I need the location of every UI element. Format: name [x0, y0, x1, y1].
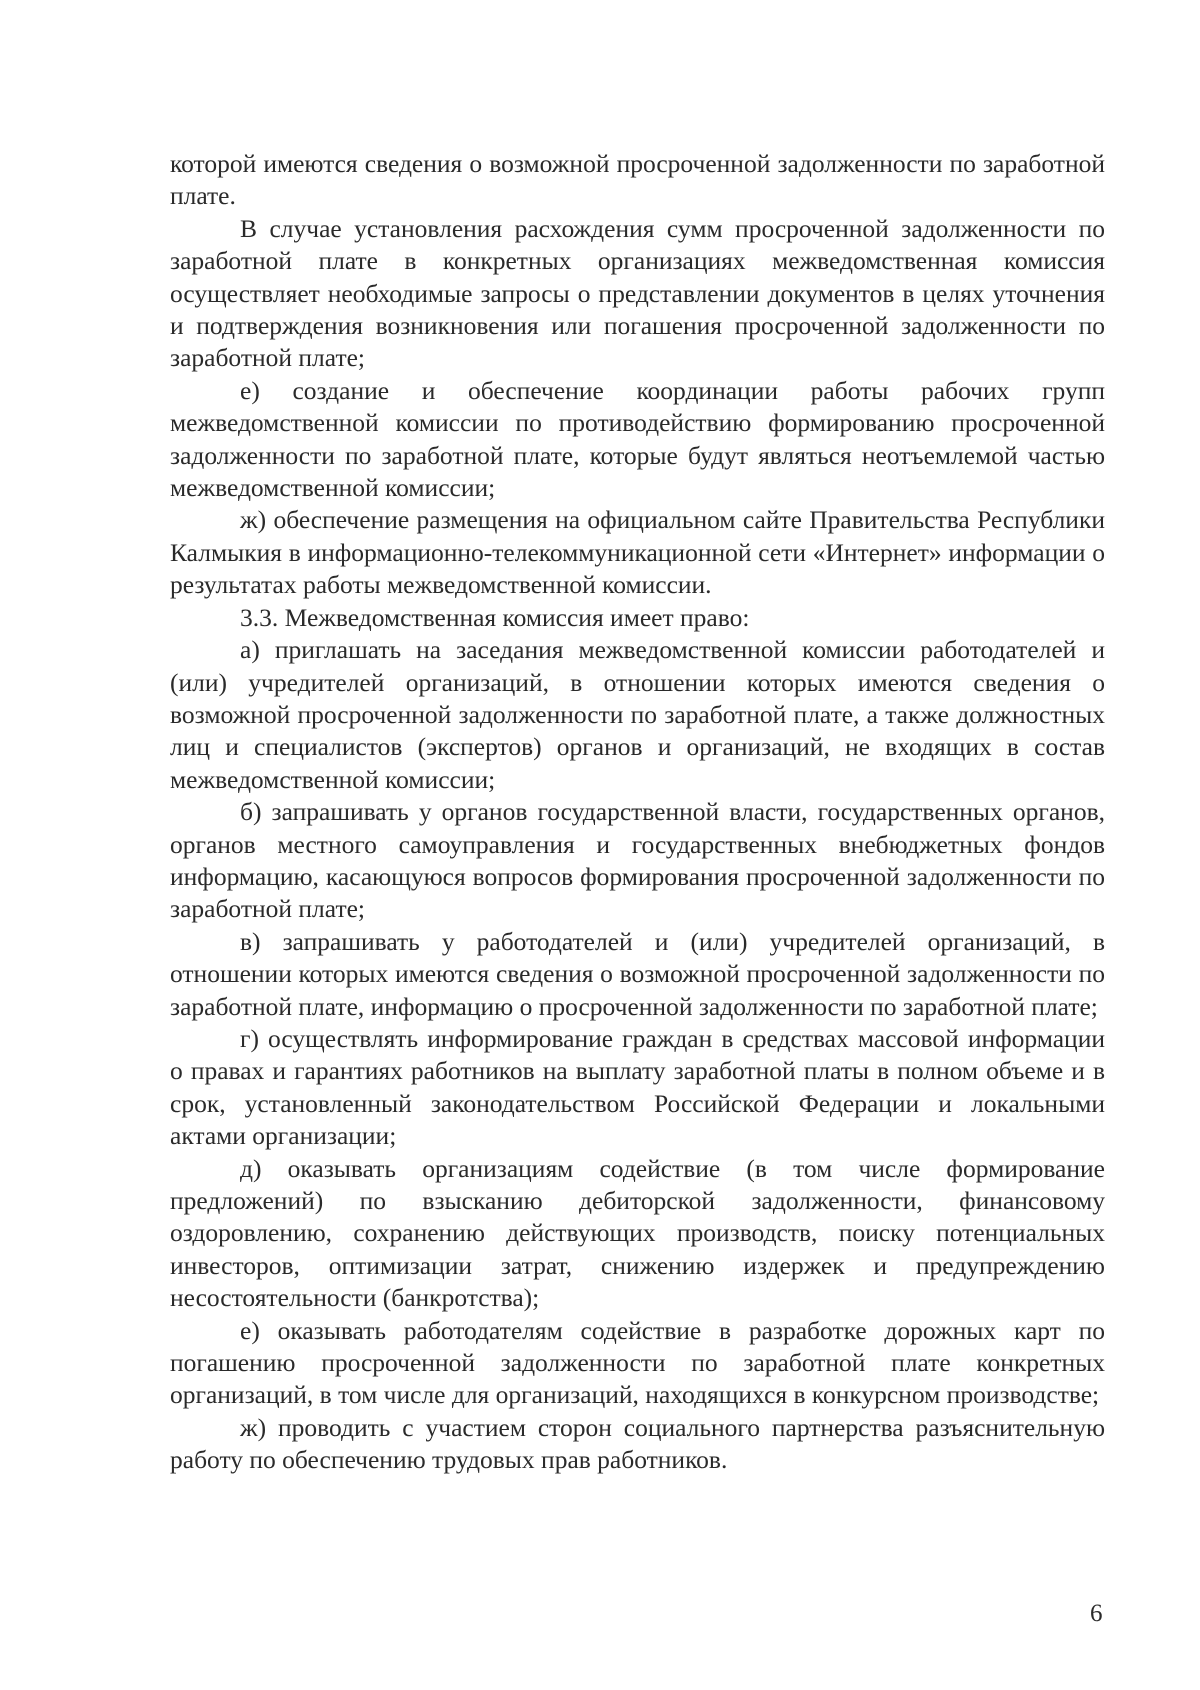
paragraph-item-a-invite: а) приглашать на заседания межведомственной комиссии работодателей и (или) учредителей организаций, в отношении которых имеются сведения о возможной просроченной задолженности по заработной плате, а также должностных лиц и специалистов (экспертов) органов и организаций, не входящих в состав межведомственной комиссии;: [170, 635, 1105, 794]
paragraph-item-zh-website: ж) обеспечение размещения на официальном сайте Правительства Республики Калмыкия в информационно-телекоммуникационной сети «Интернет» информации о результатах работы межведомственной комиссии.: [170, 505, 1105, 600]
paragraph-item-zh-explanatory-work: ж) проводить с участием сторон социального партнерства разъяснительную работу по обеспечению трудовых прав работников.: [170, 1412, 1105, 1475]
document-body: [170, 148, 1105, 1477]
paragraph-item-v-request-employers: в) запрашивать у работодателей и (или) учредителей организаций, в отношении которых имеются сведения о возможной просроченной задолженности по заработной плате, информацию о просроченной задолженности по заработной плате;: [170, 926, 1105, 1021]
paragraph-item-b-request-authorities: б) запрашивать у органов государственной власти, государственных органов, органов местного самоуправления и государственных внебюджетных фондов информацию, касающуюся вопросов формирования просроченной задолженности по заработной плате;: [170, 797, 1105, 924]
section-heading-3-3: 3.3. Межведомственная комиссия имеет право:: [240, 602, 750, 632]
paragraph-item-g-inform-citizens: г) осуществлять информирование граждан в средствах массовой информации о правах и гарантиях работников на выплату заработной платы в полном объеме и в срок, установленный законодательством Российской Федерации и локальными актами организации;: [170, 1023, 1105, 1151]
paragraph-item-e-roadmaps: е) оказывать работодателям содействие в разработке дорожных карт по погашению просроченной задолженности по заработной плате конкретных организаций, в том числе для организаций, находящихся в конкурсном производстве;: [170, 1315, 1105, 1410]
paragraph-item-e-working-groups: е) создание и обеспечение координации работы рабочих групп межведомственной комиссии по противодействию формированию просроченной задолженности по заработной плате, которые будут являться неотъемлемой частью межведомственной комиссии;: [170, 375, 1105, 503]
paragraph-discrepancy: В случае установления расхождения сумм просроченной задолженности по заработной плате в конкретных организациях межведомственная комиссия осуществляет необходимые запросы о представлении документов в целях уточнения и подтверждения возникновения или погашения просроченной задолженности по заработной плате;: [170, 213, 1105, 373]
paragraph-continuation: которой имеются сведения о возможной просроченной задолженности по заработной плате.: [170, 149, 1105, 211]
page-number: 6: [1090, 1600, 1103, 1627]
paragraph-item-d-assist-organizations: д) оказывать организациям содействие (в том числе формирование предложений) по взысканию дебиторской задолженности, финансовому оздоровлению, сохранению действующих производств, поиску потенциальных инвесторов, оптимизации затрат, снижению издержек и предупреждению несостоятельности (банкротства);: [170, 1153, 1105, 1313]
